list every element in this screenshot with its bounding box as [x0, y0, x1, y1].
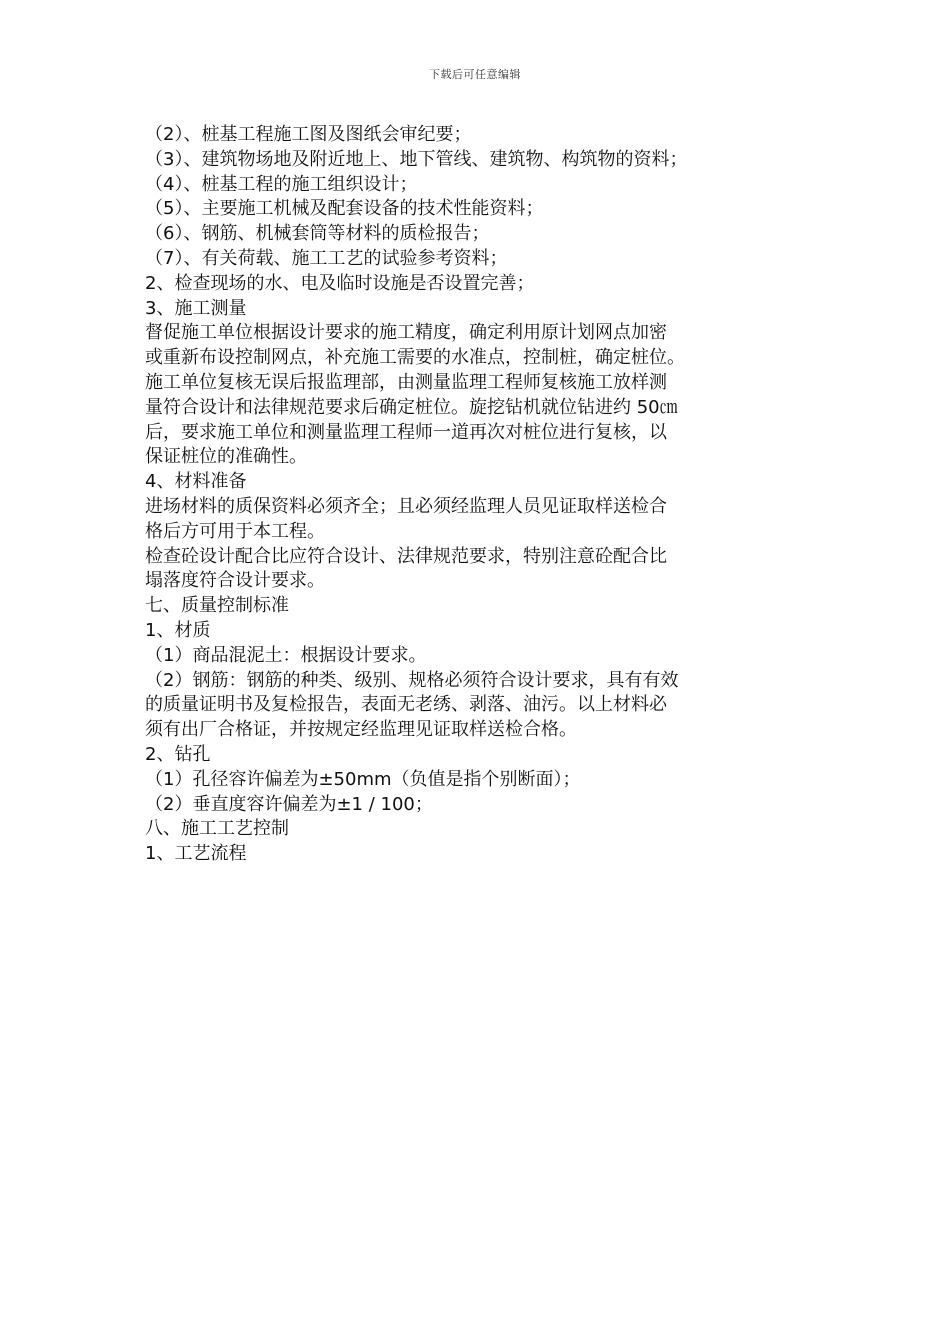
section-heading: 4、材料准备: [145, 471, 247, 493]
page-header: 下载后可任意编辑: [429, 68, 521, 81]
list-item: （1）商品混泥土：根据设计要求。: [145, 644, 427, 666]
list-item: （7）、有关荷载、施工工艺的试验参考资料；: [145, 247, 508, 269]
section-item: 2、检查现场的水、电及临时设施是否设置完善；: [145, 272, 535, 294]
list-item: （5）、主要施工机械及配套设备的技术性能资料；: [145, 198, 544, 220]
paragraph-line: 量符合设计和法律规范要求后确定桩位。旋挖钻机就位钻进约 50㎝: [145, 396, 678, 418]
paragraph-line: 或重新布设控制网点，补充施工需要的水准点，控制桩，确定桩位。: [145, 347, 685, 369]
section-heading: 3、施工测量: [145, 297, 247, 319]
chapter-heading: 八、施工工艺控制: [145, 818, 289, 840]
paragraph-line: 的质量证明书及复检报告，表面无老绣、剥落、油污。以上材料必: [145, 694, 667, 716]
list-item: （4）、桩基工程的施工组织设计；: [145, 173, 418, 195]
paragraph-line: 格后方可用于本工程。: [145, 520, 325, 542]
list-item: （3）、建筑物场地及附近地上、地下管线、建筑物、构筑物的资料；: [145, 148, 688, 170]
section-heading: 1、材质: [145, 619, 211, 641]
list-item: （2）钢筋：钢筋的种类、级别、规格必须符合设计要求，具有有效: [145, 669, 679, 691]
paragraph-line: 后，要求施工单位和测量监理工程师一道再次对桩位进行复核，以: [145, 421, 667, 443]
list-item: （6）、钢筋、机械套筒等材料的质检报告；: [145, 223, 490, 245]
paragraph-line: 保证桩位的准确性。: [145, 446, 307, 468]
paragraph-line: 检查砼设计配合比应符合设计、法律规范要求，特别注意砼配合比: [145, 545, 667, 567]
chapter-heading: 七、质量控制标准: [145, 595, 289, 617]
paragraph-line: 施工单位复核无误后报监理部，由测量监理工程师复核施工放样测: [145, 371, 667, 393]
document-body: [145, 123, 825, 867]
paragraph-line: 进场材料的质保资料必须齐全；且必须经监理人员见证取样送检合: [145, 495, 667, 517]
list-item: （1）孔径容许偏差为±50mm（负值是指个别断面）；: [145, 768, 581, 790]
paragraph-line: 督促施工单位根据设计要求的施工精度，确定利用原计划网点加密: [145, 322, 667, 344]
list-item: （2）、桩基工程施工图及图纸会审纪要；: [145, 124, 472, 145]
section-heading: 2、钻孔: [145, 743, 211, 765]
list-item: （2）垂直度容许偏差为±1 / 100；: [145, 793, 433, 815]
paragraph-line: 塌落度符合设计要求。: [145, 570, 325, 592]
section-heading: 1、工艺流程: [145, 843, 247, 865]
paragraph-line: 须有出厂合格证，并按规定经监理见证取样送检合格。: [145, 719, 577, 741]
